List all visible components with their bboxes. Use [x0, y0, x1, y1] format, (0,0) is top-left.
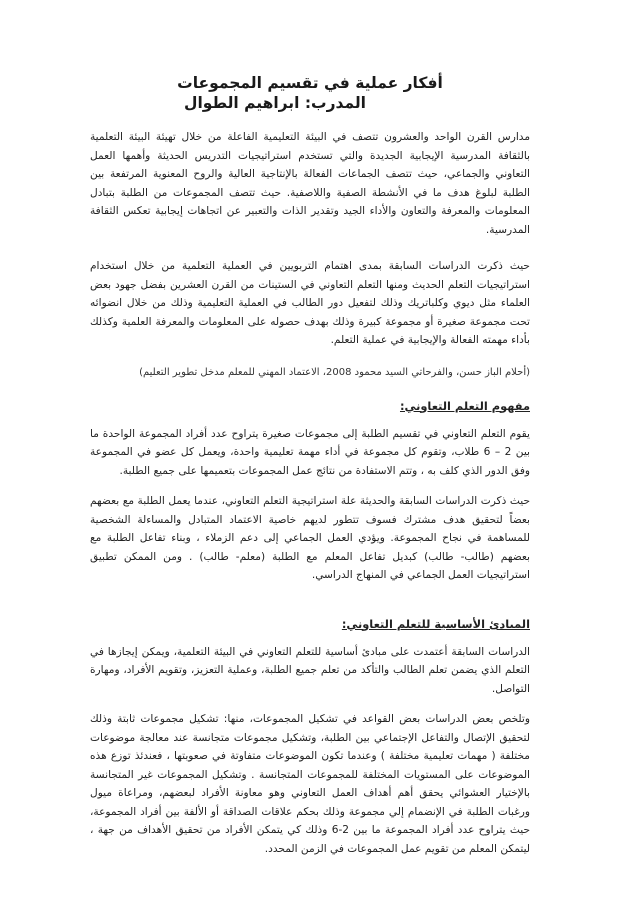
document-page: [90, 74, 530, 858]
document-subtitle: المدرب: ابراهيم الطوال: [184, 94, 366, 112]
paragraph-history: حيث ذكرت الدراسات السابقة بمدى اهتمام التربويين في العملية التعلمية من خلال استخدام استراتيجيات التعلم الحديث ومنها التعلم التعاوني في الستينات من القرن العشرين بفضل جهود بعض العلماء مثل ديوي وكلباتريك وذلك لتفعيل دور الطالب في العملية التعليمية وذلك من خلال انضوائه تحت مجموعة صغيرة أو مجموعة كبيرة وذلك بهدف حصوله على المعلومات والمعرفة العلمية وكذلك بأداء مهمته الفعالة والإيجابية في عملية التعلم.: [90, 260, 530, 346]
paragraph-principles: الدراسات السابقة أعتمدت على مبادئ أساسية للتعلم التعاوني في البيئة التعلمية، ويمكن إيجازها في التعلم الذي يضمن تعلم الطالب والتأكد من تعلم جميع الطلبة، وعملية التعزيز، وتقويم الأفراد، ومهارة التواصل.: [90, 645, 530, 695]
section-heading-principles: المبادئ الأساسية للتعلم التعاوني:: [341, 616, 530, 631]
paragraph-studies: حيث ذكرت الدراسات السابقة والحديثة علة استراتيجية التعلم التعاوني، عندما يعمل الطلبة مع بعضهم بعضاً لتحقيق هدف مشترك فسوف تتطور لديهم خاصية الاعتماد المتبادل والمساءلة الشخصية للمساهمة في نجاح المجموعة. ويؤدي العمل الجماعي إلى دعم الزملاء ، وبناء تفاعل الطلبة مع بعضهم (طالب- طالب) كبديل تفاعل المعلم مع الطلبة (معلم- طالب) . ومن الممكن تطبيق استراتيجيات العمل الجماعي في المنهاج الدراسي.: [90, 495, 530, 581]
paragraph-intro: مدارس القرن الواحد والعشرون تتصف في البيئة التعليمية الفاعلة من خلال تهيئة البيئة التعلمية بالثقافة المدرسية الإيجابية الجديدة والتي تستخدم استراتيجيات التدريس الحديثة وأهمها العمل التعاوني والجماعي، حيث تتصف الجماعات الفعالة بالإنتاجية العالية والروح المعنوية المرتفعة بين الطلبة لبلوغ هدف ما في الأنشطة الصفية واللاصفية. حيث تتصف المجموعات من الطلبة بتبادل المعلومات والمعرفة والتعاون والأداء الجيد وتقدير الذات والتعبير عن اتجاهات إيجابية تعكس الثقافة المدرسية.: [90, 131, 530, 236]
document-title: أفكار عملية في تقسيم المجموعات: [177, 74, 443, 92]
paragraph-concept: يقوم التعلم التعاوني في تقسيم الطلبة إلى مجموعات صغيرة يتراوح عدد أفراد المجموعة الواحدة ما بين 2 – 6 طلاب، وتقوم كل مجموعة في أداء مهمة تعليمية واحدة، ويعمل كل عضو في المجموعة وفق الدور الذي كلف به ، وتتم الاستفادة من نتائج عمل المجموعات بتعميمها على جميع الطلبة.: [90, 427, 530, 477]
section-heading-concept: مفهوم التعلم التعاوني:: [399, 398, 530, 413]
paragraph-group-rules: وتلخص بعض الدراسات بعض القواعد في تشكيل المجموعات، منها: تشكيل مجموعات ثابتة وذلك لتحقيق الإتصال والتفاعل الإجتماعي بين الطلبة، وتشكيل مجموعات متجانسة عند معالجة موضوعات مختلفة ( مهمات تعليمية مختلفة ) وعندما تكون الموضوعات متفاوتة في صعوبتها ، فعندئذ توزع هذه الموضوعات على المستويات المختلفة للمجموعات المتجانسة . وتشكيل المجموعات غير المتجانسة بالإختيار العشوائي يحقق أهم أهداف العمل التعاوني وهو معاونة الأفراد لبعضهم، ومراعاة ميول ورغبات الطلبة في الإنضمام إلي مجموعة وذلك بحكم علاقات الصداقة أو الألفة بين أفراد المجموعة، حيث يتراوح عدد أفراد المجموعة ما بين 2-6 وذلك كي يتمكن الأفراد من تحقيق الأهداف من جهة ، ليتمكن المعلم من تقويم عمل المجموعات في الزمن المحدد.: [90, 713, 530, 855]
citation: (أحلام الباز حسن، والفرحاتي السيد محمود 2008، الاعتماد المهني للمعلم مدخل تطوير التعليم): [139, 366, 530, 378]
